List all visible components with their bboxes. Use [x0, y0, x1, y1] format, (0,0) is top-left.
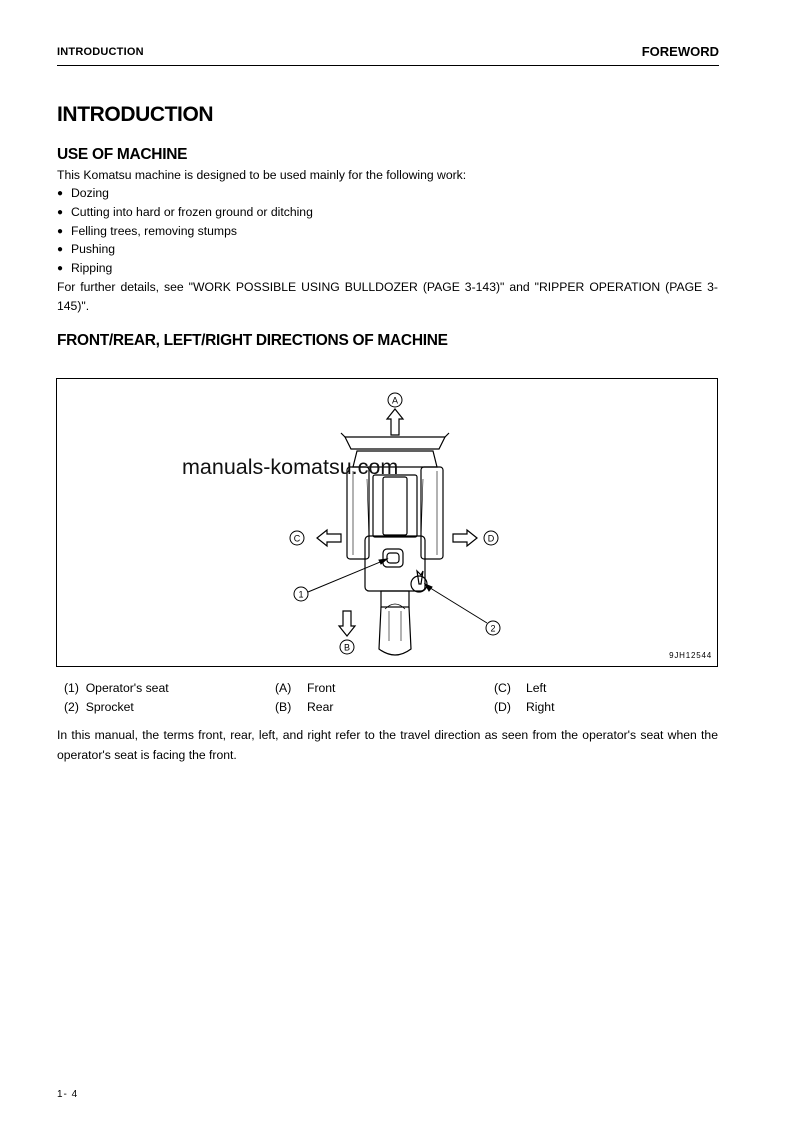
callout-b-label: B: [343, 642, 351, 653]
legend-item: (B) Rear: [275, 700, 334, 714]
bullet-icon: ●: [57, 188, 64, 199]
ripper-outline: [379, 607, 411, 655]
list-item: ● Cutting into hard or frozen ground or ditching: [57, 203, 313, 222]
leader-line-2: [427, 586, 487, 623]
leader-line-1: [308, 560, 385, 592]
directions-heading: FRONT/REAR, LEFT/RIGHT DIRECTIONS OF MACHINE: [57, 332, 448, 349]
operator-seat: [383, 549, 403, 567]
left-track: [347, 467, 369, 559]
directions-figure: [56, 378, 718, 667]
rear-arrow-icon: [339, 611, 355, 636]
blade-outline: [345, 437, 445, 449]
list-item: ● Dozing: [57, 184, 313, 203]
callout-d-label: D: [487, 533, 495, 544]
legend-item: (D) Right: [494, 700, 555, 714]
page-title: INTRODUCTION: [57, 103, 214, 126]
legend-item: (A) Front: [275, 681, 336, 695]
use-of-machine-intro: This Komatsu machine is designed to be used mainly for the following work:: [57, 168, 467, 182]
legend-item: (C) Left: [494, 681, 547, 695]
work-list: [57, 184, 313, 278]
machine-diagram: [57, 379, 717, 666]
bullet-icon: ●: [57, 244, 64, 256]
header-rule: [57, 65, 719, 66]
callout-2-label: 2: [490, 623, 496, 634]
legend-item: (1) Operator's seat: [64, 681, 169, 695]
watermark-text: manuals-komatsu.com: [182, 455, 399, 479]
right-track: [421, 467, 443, 559]
bullet-icon: ●: [57, 225, 64, 237]
bullet-icon: ●: [57, 206, 64, 218]
figure-code: 9JH12544: [669, 651, 712, 660]
left-arrow-icon: [317, 530, 341, 546]
list-item: ● Ripping: [57, 259, 313, 278]
page-number: 1- 4: [57, 1089, 79, 1100]
front-arrow-icon: [387, 409, 403, 435]
directions-note: In this manual, the terms front, rear, left, and right refer to the travel direction as seen from the operator's seat when the operator's seat is facing the front.: [57, 728, 718, 762]
callout-1-label: 1: [298, 589, 304, 600]
header-section-left: INTRODUCTION: [57, 46, 144, 58]
further-details-text: For further details, see "WORK POSSIBLE USING BULLDOZER (PAGE 3-143)" and "RIPPER OPERATION (PAGE 3-145)".: [57, 280, 718, 313]
list-item: ● Pushing: [57, 240, 313, 259]
legend-item: (2) Sprocket: [64, 700, 134, 714]
use-of-machine-heading: USE OF MACHINE: [57, 146, 188, 163]
header-section-right: FOREWORD: [641, 44, 719, 59]
callout-a-label: A: [391, 395, 399, 406]
right-arrow-icon: [453, 530, 477, 546]
list-item: ● Felling trees, removing stumps: [57, 222, 313, 241]
bullet-icon: ●: [57, 263, 64, 275]
callout-c-label: C: [293, 533, 301, 544]
